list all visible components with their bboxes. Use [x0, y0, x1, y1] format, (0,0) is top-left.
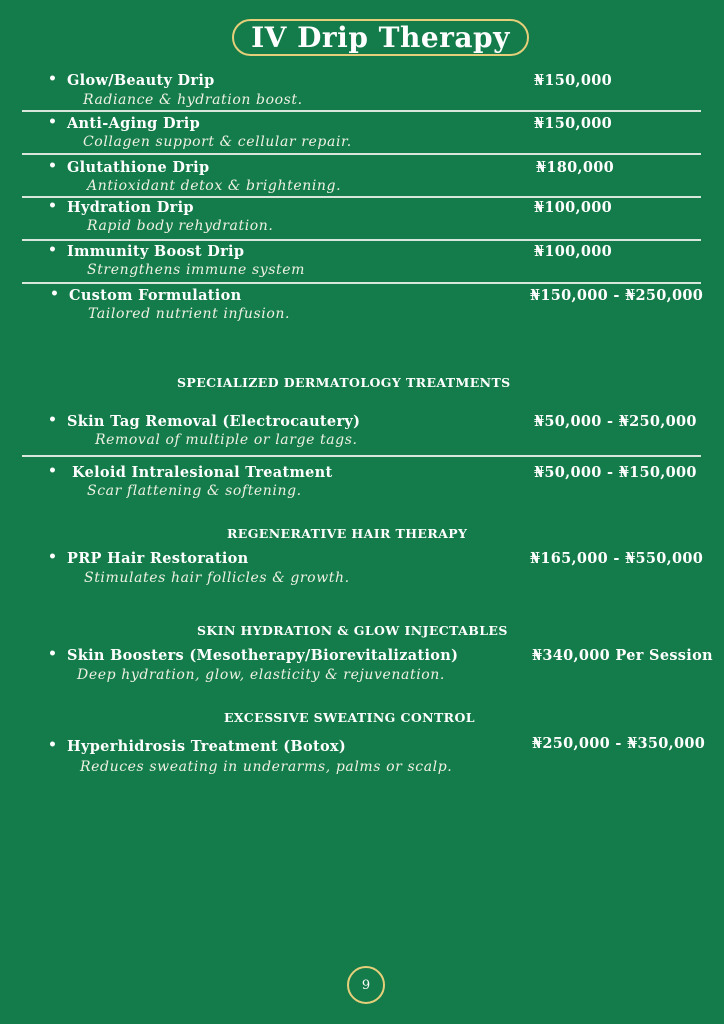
service-name: Skin Boosters (Mesotherapy/Biorevitalization): [67, 647, 459, 664]
service-description: Radiance & hydration boost.: [83, 92, 303, 108]
divider: [22, 153, 701, 155]
service-price: ₦150,000: [534, 115, 613, 132]
service-description: Stimulates hair follicles & growth.: [84, 570, 350, 586]
service-name: Glow/Beauty Drip: [67, 72, 215, 89]
service-name: Custom Formulation: [69, 287, 242, 304]
service-price: ₦165,000 - ₦550,000: [530, 550, 704, 567]
divider: [22, 196, 701, 198]
service-price: ₦150,000 - ₦250,000: [530, 287, 704, 304]
page-number: 9: [361, 977, 371, 993]
service-name: PRP Hair Restoration: [67, 550, 249, 567]
bullet-icon: •: [48, 549, 57, 565]
service-name: Anti-Aging Drip: [67, 115, 201, 132]
service-description: Collagen support & cellular repair.: [83, 134, 352, 150]
service-name: Skin Tag Removal (Electrocautery): [67, 413, 361, 430]
service-price: ₦50,000 - ₦250,000: [534, 413, 697, 430]
page-title: IV Drip Therapy: [251, 20, 510, 54]
service-price: ₦180,000: [536, 159, 615, 176]
service-name: Hydration Drip: [67, 199, 194, 216]
service-description: Reduces sweating in underarms, palms or scalp.: [80, 759, 453, 775]
section-heading: SPECIALIZED DERMATOLOGY TREATMENTS: [177, 375, 511, 390]
bullet-icon: •: [48, 198, 57, 214]
service-description: Deep hydration, glow, elasticity & rejuvenation.: [77, 667, 445, 683]
service-price: ₦100,000: [534, 199, 613, 216]
service-description: Scar flattening & softening.: [87, 483, 302, 499]
bullet-icon: •: [48, 646, 57, 662]
service-name: Keloid Intralesional Treatment: [72, 464, 333, 481]
service-price: ₦250,000 - ₦350,000: [532, 735, 706, 752]
service-description: Rapid body rehydration.: [87, 218, 274, 234]
service-price: ₦340,000 Per Session: [532, 647, 713, 664]
divider: [22, 455, 701, 457]
section-heading: EXCESSIVE SWEATING CONTROL: [224, 710, 475, 725]
service-name: Glutathione Drip: [67, 159, 210, 176]
divider: [22, 239, 701, 241]
section-heading: SKIN HYDRATION & GLOW INJECTABLES: [197, 623, 508, 638]
bullet-icon: •: [48, 463, 57, 479]
service-price: ₦100,000: [534, 243, 613, 260]
bullet-icon: •: [48, 158, 57, 174]
service-description: Removal of multiple or large tags.: [95, 432, 358, 448]
page-number-badge: [347, 966, 385, 1004]
bullet-icon: •: [48, 737, 57, 753]
bullet-icon: •: [48, 242, 57, 258]
service-price: ₦150,000: [534, 72, 613, 89]
bullet-icon: •: [50, 286, 59, 302]
section-heading: REGENERATIVE HAIR THERAPY: [227, 526, 468, 541]
divider: [22, 282, 701, 284]
divider: [22, 110, 701, 112]
service-description: Tailored nutrient infusion.: [88, 306, 291, 322]
service-name: Immunity Boost Drip: [67, 243, 245, 260]
service-name: Hyperhidrosis Treatment (Botox): [67, 738, 347, 755]
service-description: Strengthens immune system: [87, 262, 306, 278]
service-price: ₦50,000 - ₦150,000: [534, 464, 697, 481]
service-description: Antioxidant detox & brightening.: [87, 178, 342, 194]
bullet-icon: •: [48, 114, 57, 130]
bullet-icon: •: [48, 412, 57, 428]
page-title-pill: [232, 19, 529, 56]
bullet-icon: •: [48, 71, 57, 87]
